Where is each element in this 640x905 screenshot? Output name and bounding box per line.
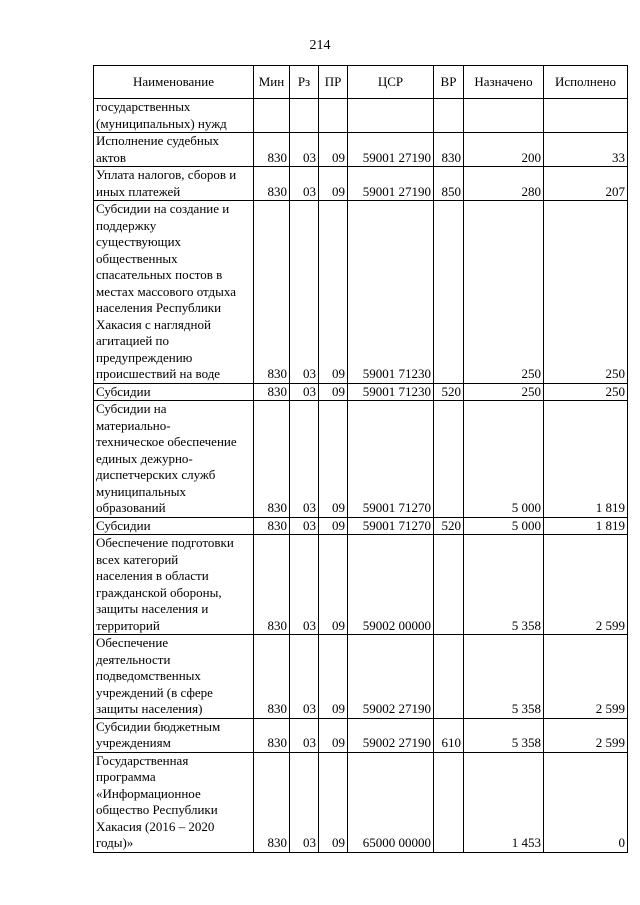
cell-rz: 03 xyxy=(290,401,319,518)
cell-pr: 09 xyxy=(319,535,348,635)
cell-csr: 59002 27190 xyxy=(348,635,434,719)
cell-assigned: 5 000 xyxy=(464,401,544,518)
cell-csr: 59001 71270 xyxy=(348,401,434,518)
cell-min xyxy=(254,99,290,133)
column-header-name: Наименование xyxy=(94,66,254,99)
column-header-vr: ВР xyxy=(434,66,464,99)
cell-rz: 03 xyxy=(290,167,319,201)
cell-min: 830 xyxy=(254,401,290,518)
cell-pr: 09 xyxy=(319,167,348,201)
cell-rz: 03 xyxy=(290,201,319,384)
cell-csr: 59001 27190 xyxy=(348,133,434,167)
cell-rz: 03 xyxy=(290,752,319,852)
cell-csr: 59002 00000 xyxy=(348,535,434,635)
cell-name: Субсидии на создание и поддержку существующих общественных спасательных постов в местах массового отдыха населения Республики Хакасия с наглядной агитацией по предупреждению происшествий на воде xyxy=(94,201,254,384)
cell-name: Субсидии бюджетным учреждениям xyxy=(94,718,254,752)
cell-rz: 03 xyxy=(290,383,319,401)
cell-pr: 09 xyxy=(319,752,348,852)
cell-name: Исполнение судебных актов xyxy=(94,133,254,167)
cell-pr: 09 xyxy=(319,718,348,752)
table-row xyxy=(94,133,628,167)
cell-vr: 520 xyxy=(434,383,464,401)
cell-vr: 850 xyxy=(434,167,464,201)
cell-vr xyxy=(434,635,464,719)
table-row xyxy=(94,167,628,201)
cell-vr xyxy=(434,535,464,635)
table-row xyxy=(94,752,628,852)
page-number: 214 xyxy=(309,38,331,53)
cell-pr: 09 xyxy=(319,517,348,535)
column-header-rz: Рз xyxy=(290,66,319,99)
cell-rz: 03 xyxy=(290,517,319,535)
cell-min: 830 xyxy=(254,383,290,401)
cell-csr: 59002 27190 xyxy=(348,718,434,752)
cell-name: Обеспечение подготовки всех категорий населения в области гражданской обороны, защиты населения и территорий xyxy=(94,535,254,635)
table-row xyxy=(94,635,628,719)
column-header-executed: Исполнено xyxy=(544,66,628,99)
cell-rz: 03 xyxy=(290,718,319,752)
cell-min: 830 xyxy=(254,752,290,852)
table-row xyxy=(94,535,628,635)
cell-rz: 03 xyxy=(290,635,319,719)
cell-assigned: 5 358 xyxy=(464,718,544,752)
cell-csr: 59001 71270 xyxy=(348,517,434,535)
cell-name: государственных (муниципальных) нужд xyxy=(94,99,254,133)
cell-executed: 33 xyxy=(544,133,628,167)
cell-vr: 610 xyxy=(434,718,464,752)
cell-min: 830 xyxy=(254,201,290,384)
column-header-csr: ЦСР xyxy=(348,66,434,99)
cell-vr xyxy=(434,401,464,518)
cell-executed: 2 599 xyxy=(544,635,628,719)
cell-name: Субсидии xyxy=(94,517,254,535)
cell-name: Обеспечение деятельности подведомственных учреждений (в сфере защиты населения) xyxy=(94,635,254,719)
cell-executed: 2 599 xyxy=(544,535,628,635)
cell-csr: 65000 00000 xyxy=(348,752,434,852)
cell-executed: 250 xyxy=(544,201,628,384)
cell-assigned xyxy=(464,99,544,133)
table-row xyxy=(94,201,628,384)
cell-assigned: 250 xyxy=(464,383,544,401)
cell-executed: 1 819 xyxy=(544,517,628,535)
cell-name: Субсидии xyxy=(94,383,254,401)
cell-vr: 830 xyxy=(434,133,464,167)
cell-min: 830 xyxy=(254,133,290,167)
cell-assigned: 5 000 xyxy=(464,517,544,535)
table-row xyxy=(94,99,628,133)
cell-vr xyxy=(434,99,464,133)
cell-assigned: 5 358 xyxy=(464,535,544,635)
cell-pr: 09 xyxy=(319,201,348,384)
table-row xyxy=(94,383,628,401)
cell-vr xyxy=(434,752,464,852)
cell-executed: 250 xyxy=(544,383,628,401)
cell-assigned: 250 xyxy=(464,201,544,384)
cell-name: Уплата налогов, сборов и иных платежей xyxy=(94,167,254,201)
cell-name: Государственная программа «Информационное общество Республики Хакасия (2016 – 2020 годы)» xyxy=(94,752,254,852)
column-header-pr: ПР xyxy=(319,66,348,99)
cell-executed xyxy=(544,99,628,133)
cell-pr: 09 xyxy=(319,635,348,719)
cell-assigned: 1 453 xyxy=(464,752,544,852)
cell-min: 830 xyxy=(254,517,290,535)
cell-rz xyxy=(290,99,319,133)
cell-min: 830 xyxy=(254,167,290,201)
table-row xyxy=(94,718,628,752)
cell-executed: 207 xyxy=(544,167,628,201)
cell-executed: 1 819 xyxy=(544,401,628,518)
cell-assigned: 200 xyxy=(464,133,544,167)
cell-csr: 59001 27190 xyxy=(348,167,434,201)
cell-assigned: 280 xyxy=(464,167,544,201)
cell-pr: 09 xyxy=(319,401,348,518)
cell-pr: 09 xyxy=(319,133,348,167)
cell-min: 830 xyxy=(254,535,290,635)
cell-assigned: 5 358 xyxy=(464,635,544,719)
table-row xyxy=(94,517,628,535)
cell-csr: 59001 71230 xyxy=(348,383,434,401)
column-header-min: Мин xyxy=(254,66,290,99)
column-header-assigned: Назначено xyxy=(464,66,544,99)
cell-executed: 0 xyxy=(544,752,628,852)
cell-pr xyxy=(319,99,348,133)
cell-vr: 520 xyxy=(434,517,464,535)
cell-vr xyxy=(434,201,464,384)
cell-rz: 03 xyxy=(290,133,319,167)
cell-name: Субсидии на материально- техническое обеспечение единых дежурно- диспетчерских служб муниципальных образований xyxy=(94,401,254,518)
table-header-row xyxy=(94,66,628,99)
cell-csr: 59001 71230 xyxy=(348,201,434,384)
cell-csr xyxy=(348,99,434,133)
cell-min: 830 xyxy=(254,718,290,752)
cell-pr: 09 xyxy=(319,383,348,401)
cell-rz: 03 xyxy=(290,535,319,635)
table-row xyxy=(94,401,628,518)
budget-table xyxy=(93,65,628,853)
cell-min: 830 xyxy=(254,635,290,719)
cell-executed: 2 599 xyxy=(544,718,628,752)
